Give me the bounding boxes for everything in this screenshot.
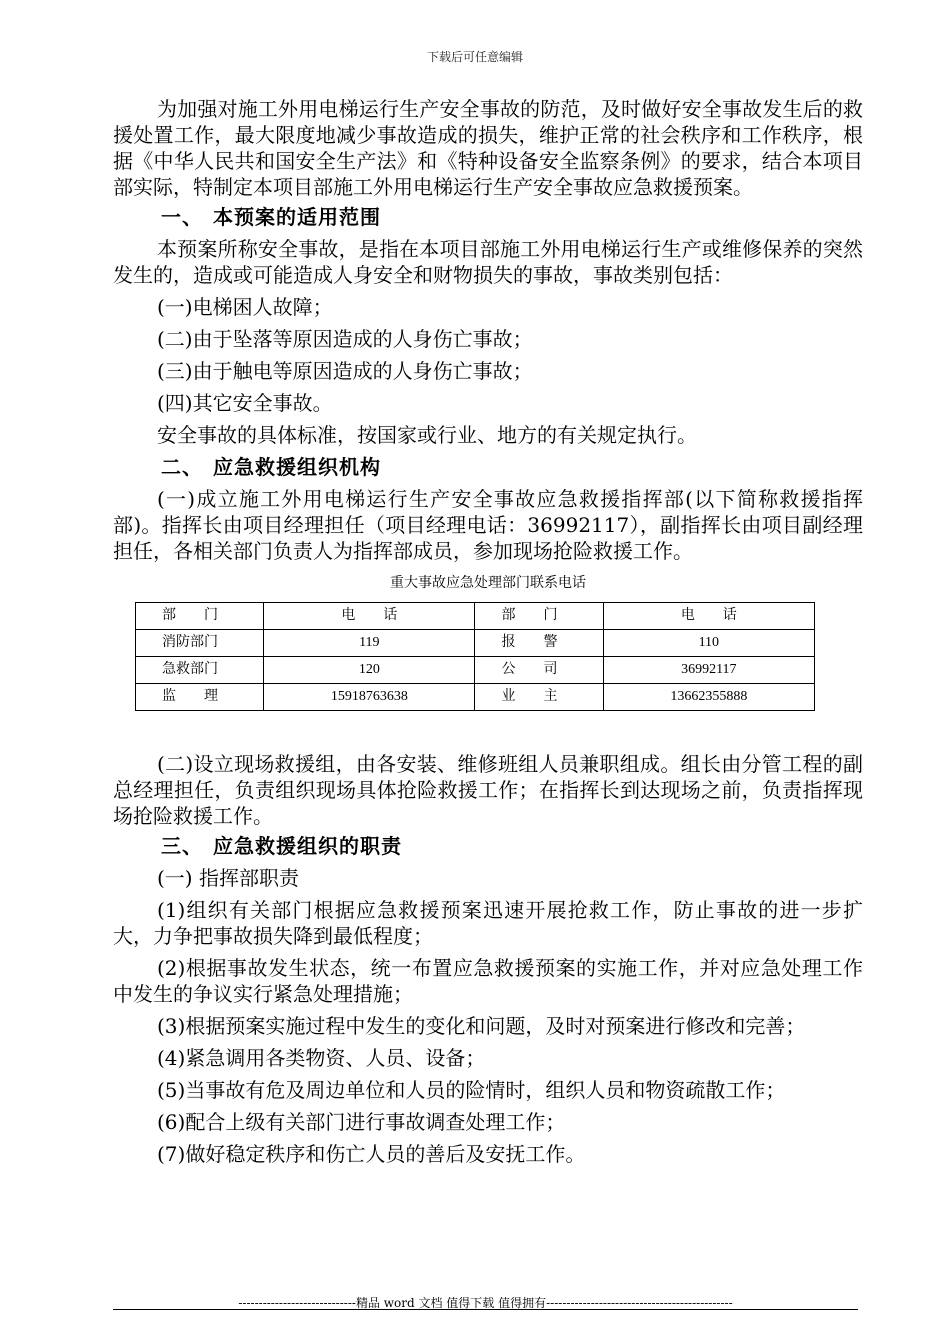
section-3-title: 应急救援组织的职责 <box>213 834 402 858</box>
table-cell: 急救部门 <box>136 657 264 684</box>
list-item: (2)根据事故发生状态，统一布置应急救援预案的实施工作，并对应急处理工作中发生的争议实行紧急处理措施； <box>113 956 863 1006</box>
page-footer: -----------------------------精品 word 文档 值得下载 值得拥有---------------------------------------------- <box>238 1296 733 1310</box>
table-header-cell: 部 门 <box>475 603 603 630</box>
table-header-row <box>136 603 815 630</box>
list-item: (6)配合上级有关部门进行事故调查处理工作； <box>157 1110 566 1134</box>
table-cell: 120 <box>264 657 475 684</box>
intro-paragraph: 为加强对施工外用电梯运行生产安全事故的防范，及时做好安全事故发生后的救援处置工作，最大限度地减少事故造成的损失，维护正常的社会秩序和工作秩序，根据《中华人民共和国安全生产法》和《特种设备安全监察条例》的要求，结合本项目部实际，特制定本项目部施工外用电梯运行生产安全事故应急救援预案。 <box>113 97 863 199</box>
table-cell: 业 主 <box>475 684 603 711</box>
table-cell: 监 理 <box>136 684 264 711</box>
emergency-contacts-table <box>135 602 815 711</box>
list-item: (1)组织有关部门根据应急救援预案迅速开展抢救工作，防止事故的进一步扩大，力争把事故损失降到最低程度； <box>113 898 863 948</box>
section-1-closing: 安全事故的具体标准，按国家或行业、地方的有关规定执行。 <box>157 423 697 447</box>
list-item: (三)由于触电等原因造成的人身伤亡事故； <box>157 359 533 383</box>
list-item: (3)根据预案实施过程中发生的变化和问题，及时对预案进行修改和完善； <box>157 1014 806 1038</box>
table-cell: 报 警 <box>475 630 603 657</box>
table-header-cell: 部 门 <box>136 603 264 630</box>
section-3-subheading: (一) 指挥部职责 <box>157 866 299 890</box>
section-2-heading <box>113 454 863 480</box>
table-cell: 110 <box>603 630 814 657</box>
table-cell: 公 司 <box>475 657 603 684</box>
section-2-title: 应急救援组织机构 <box>213 455 381 479</box>
document-body <box>113 96 863 1173</box>
table-spacer <box>113 711 863 751</box>
page-header-note: 下载后可任意编辑 <box>426 50 523 64</box>
list-item: (7)做好稳定秩序和伤亡人员的善后及安抚工作。 <box>157 1142 586 1166</box>
table-cell: 消防部门 <box>136 630 264 657</box>
table-row <box>136 684 815 711</box>
list-item: (四)其它安全事故。 <box>157 391 333 415</box>
section-1-paragraph: 本预案所称安全事故，是指在本项目部施工外用电梯运行生产或维修保养的突然发生的，造成或可能造成人身安全和财物损失的事故，事故类别包括： <box>113 237 863 287</box>
table-cell: 36992117 <box>603 657 814 684</box>
list-item: (5)当事故有危及周边单位和人员的险情时，组织人员和物资疏散工作； <box>157 1078 786 1102</box>
table-row <box>136 630 815 657</box>
table-cell: 15918763638 <box>264 684 475 711</box>
list-item: (4)紧急调用各类物资、人员、设备； <box>157 1046 486 1070</box>
footer-divider <box>113 1309 858 1310</box>
table-cell: 13662355888 <box>603 684 814 711</box>
table-row <box>136 657 815 684</box>
list-item: (一)电梯困人故障； <box>157 295 333 319</box>
table-cell: 119 <box>264 630 475 657</box>
table-header-cell: 电 话 <box>603 603 814 630</box>
section-3-number: 三、 <box>161 834 203 858</box>
section-3-heading <box>113 833 863 859</box>
table-caption: 重大事故应急处理部门联系电话 <box>390 575 586 591</box>
section-2-number: 二、 <box>161 455 203 479</box>
section-2-paragraph-1: (一)成立施工外用电梯运行生产安全事故应急救援指挥部(以下简称救援指挥部)。指挥长由项目经理担任（项目经理电话：36992117），副指挥长由项目副经理担任，各相关部门负责人为指挥部成员，参加现场抢险救援工作。 <box>113 487 863 563</box>
section-1-title: 本预案的适用范围 <box>213 205 381 229</box>
section-2-paragraph-2: (二)设立现场救援组，由各安装、维修班组人员兼职组成。组长由分管工程的副总经理担任，负责组织现场具体抢险救援工作；在指挥长到达现场之前，负责指挥现场抢险救援工作。 <box>113 752 863 828</box>
list-item: (二)由于坠落等原因造成的人身伤亡事故； <box>157 327 533 351</box>
section-1-heading <box>113 204 863 230</box>
section-1-number: 一、 <box>161 205 203 229</box>
table-header-cell: 电 话 <box>264 603 475 630</box>
